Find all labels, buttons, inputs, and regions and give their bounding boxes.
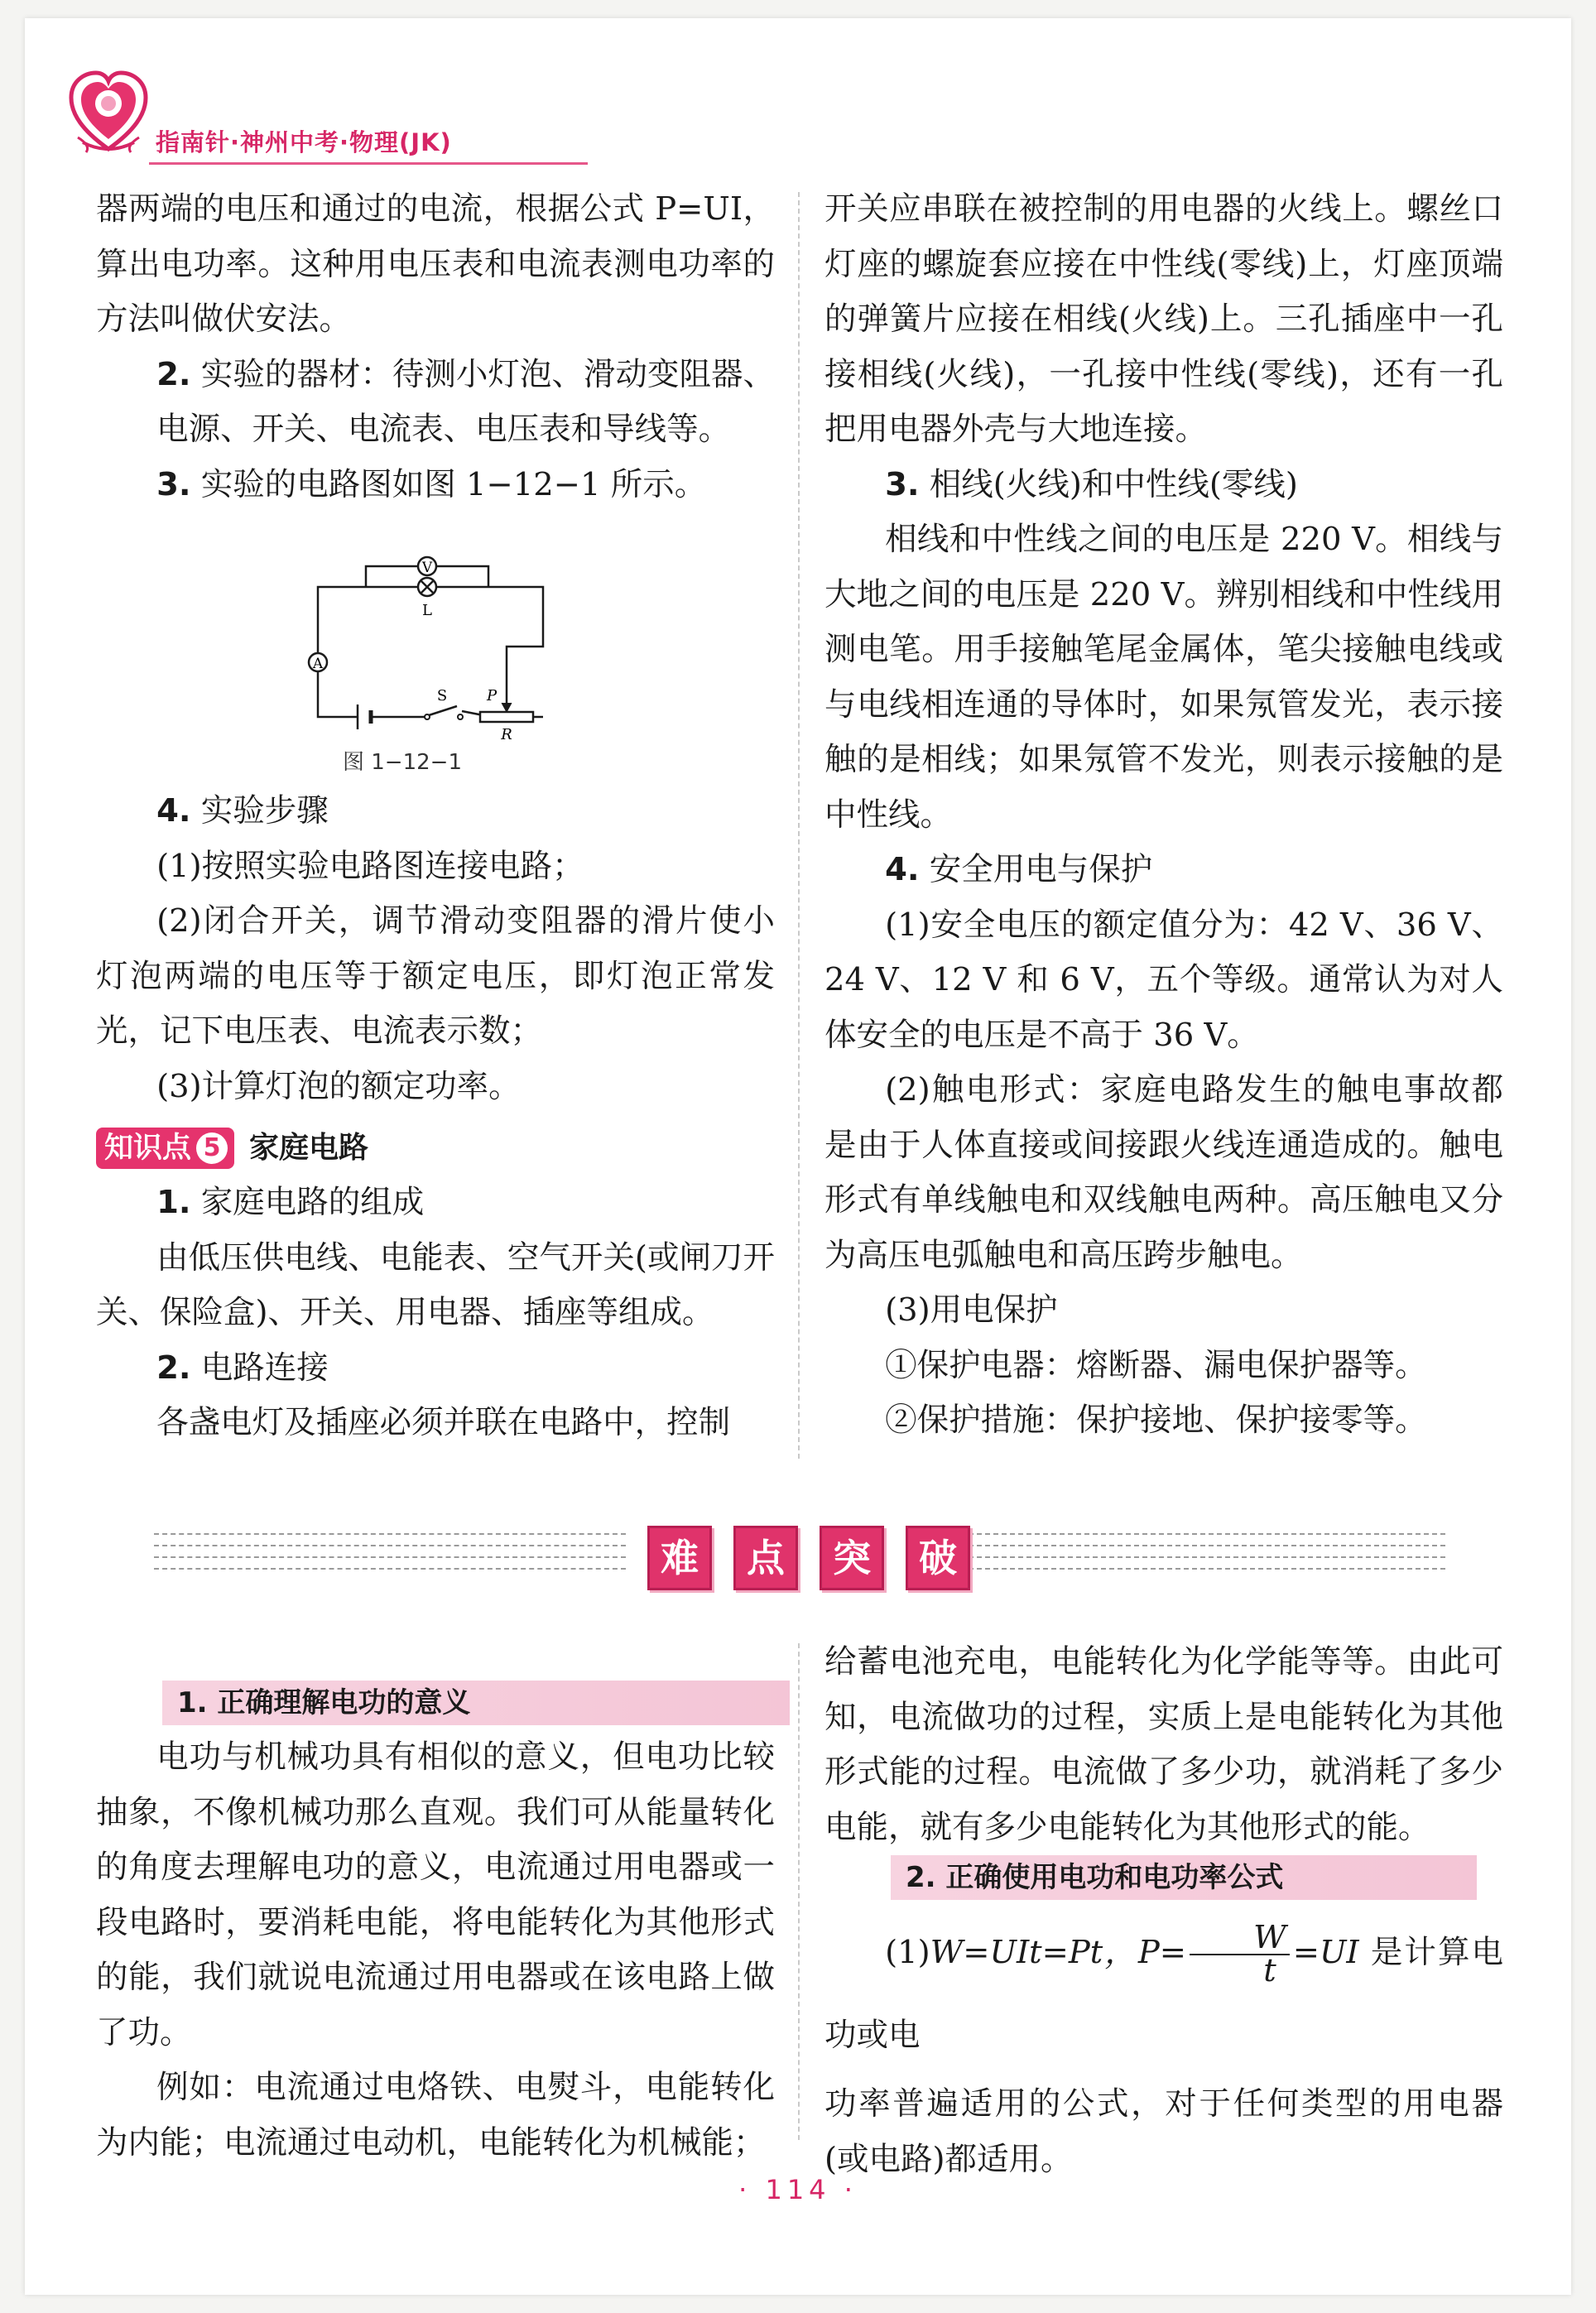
column-divider [798,1643,800,2140]
banner-dash-line [154,1568,626,1570]
fraction: $\frac{W}{t}$ [1190,1922,1290,1987]
paragraph: 各盏电灯及插座必须并联在电路中，控制 [156,1404,731,1441]
subitem-2: 2. 电路连接 [156,1349,329,1387]
paragraph: 例如：电流通过电烙铁、电熨斗，电能转化为内能；电流通过电动机，电能转化为机械能； [96,2069,775,2162]
figure-caption: 图 1−12−1 [342,750,462,775]
paragraph: 由低压供电线、电能表、空气开关(或闸刀开关、保险盒)、开关、用电器、插座等组成。 [96,1238,775,1331]
banner-dash-line [154,1533,626,1535]
lamp-label: L [422,602,432,619]
ammeter-label: A [312,656,324,672]
right-column-top [824,182,1503,1449]
banner-char: 难 [647,1526,712,1590]
formula-line: (1)W=UIt=Pt，P= $\frac{W}{t}$ =UI 是计算电功或电 [824,1919,1503,2054]
slider-label: P [486,687,498,704]
paragraph: 给蓄电池充电，电能转化为化学能等等。由此可知，电流做功的过程，实质上是电能转化为其他形式能的过程。电流做了多少功，就消耗了多少电能，就有多少电能转化为其他形式的能。 [824,1643,1503,1846]
paragraph: (1)安全电压的额定值分为：42 V、36 V、24 V、12 V 和 6 V，五个等级。通常认为对人体安全的电压是不高于 36 V。 [824,906,1503,1054]
item-2: 2. 实验的器材：待测小灯泡、滑动变阻器、电源、开关、电流表、电压表和导线等。 [156,355,775,448]
section-subhead: 2. 正确使用电功和电功率公式 [891,1855,1477,1900]
circuit-diagram [303,531,576,746]
paragraph: ①保护电器：熔断器、漏电保护器等。 [885,1346,1427,1384]
switch-label: S [436,687,448,704]
banner-dash-line [960,1556,1445,1558]
item-3: 3. 实验的电路图如图 1−12−1 所示。 [156,465,707,503]
section-banner [647,1526,970,1590]
banner-dash-line [960,1545,1445,1546]
page-number: · 114 · [738,2174,858,2205]
subitem-4: 4. 安全用电与保护 [885,851,1153,888]
banner-dash-line [154,1556,626,1558]
knowledge-point-badge: 知识点 5 [96,1128,234,1169]
paragraph: ②保护措施：保护接地、保护接零等。 [885,1402,1427,1439]
banner-char: 突 [820,1526,884,1590]
right-column-bottom [824,1635,1503,2187]
resistor-label: R [501,726,512,743]
paragraph: 器两端的电压和通过的电流，根据公式 P=UI，算出电功率。这种用电压表和电流表测电功率的方法叫做伏安法。 [96,190,775,338]
banner-dash-line [960,1533,1445,1535]
banner-char: 破 [906,1526,970,1590]
left-column-bottom [96,1681,775,2171]
banner-char: 点 [733,1526,798,1590]
item-4: 4. 实验步骤 [156,792,329,830]
running-header: 指南针·神州中考·物理(JK) [156,128,452,156]
step-1: (1)按照实验电路图连接电路； [156,847,584,885]
publisher-logo [66,66,151,157]
paragraph: (3)用电保护 [885,1291,1058,1329]
paragraph: (2)触电形式：家庭电路发生的触电事故都是由于人体直接或间接跟火线连通造成的。触电形式有单线触电和双线触电两种。高压触电又分为高压电弧触电和高压跨步触电。 [824,1071,1503,1274]
paragraph: 相线和中性线之间的电压是 220 V。相线与大地之间的电压是 220 V。辨别相线和中性线用测电笔。用手接触笔尾金属体，笔尖接触电线或与电线相连通的导体时，如果氖管发光，表示接触的是相线；如果氖管不发光，则表示接触的是中性线。 [824,521,1503,834]
step-2: (2)闭合开关，调节滑动变阻器的滑片使小灯泡两端的电压等于额定电压，即灯泡正常发光，记下电压表、电流表示数； [96,902,775,1050]
header-rule [149,162,588,165]
left-column-top [96,182,775,1451]
banner-dash-line [960,1568,1445,1570]
section-subhead: 1. 正确理解电功的意义 [162,1681,790,1725]
knowledge-point-heading [96,1121,775,1176]
step-3: (3)计算灯泡的额定功率。 [156,1067,521,1105]
paragraph: 电功与机械功具有相似的意义，但电功比较抽象，不像机械功那么直观。我们可从能量转化的角度去理解电功的意义，电流通过用电器或一段电路时，要消耗电能，将电能转化为其他形式的能，我们就说电流通过用电器或在该电路上做了功。 [96,1738,775,2051]
paragraph: 开关应串联在被控制的用电器的火线上。螺丝口灯座的螺旋套应接在中性线(零线)上，灯座顶端的弹簧片应接在相线(火线)上。三孔插座中一孔接相线(火线)，一孔接中性线(零线)，还有一孔把用电器外壳与大地连接。 [824,190,1503,448]
knowledge-point-title: 家庭电路 [249,1130,369,1165]
banner-dash-line [154,1545,626,1546]
knowledge-point-number: 5 [196,1132,228,1164]
subitem-1: 1. 家庭电路的组成 [156,1184,425,1221]
voltmeter-label: V [421,560,433,576]
column-divider [798,192,800,1459]
paragraph: 功率普遍适用的公式，对于任何类型的用电器(或电路)都适用。 [824,2085,1503,2178]
subitem-3: 3. 相线(火线)和中性线(零线) [885,465,1298,503]
